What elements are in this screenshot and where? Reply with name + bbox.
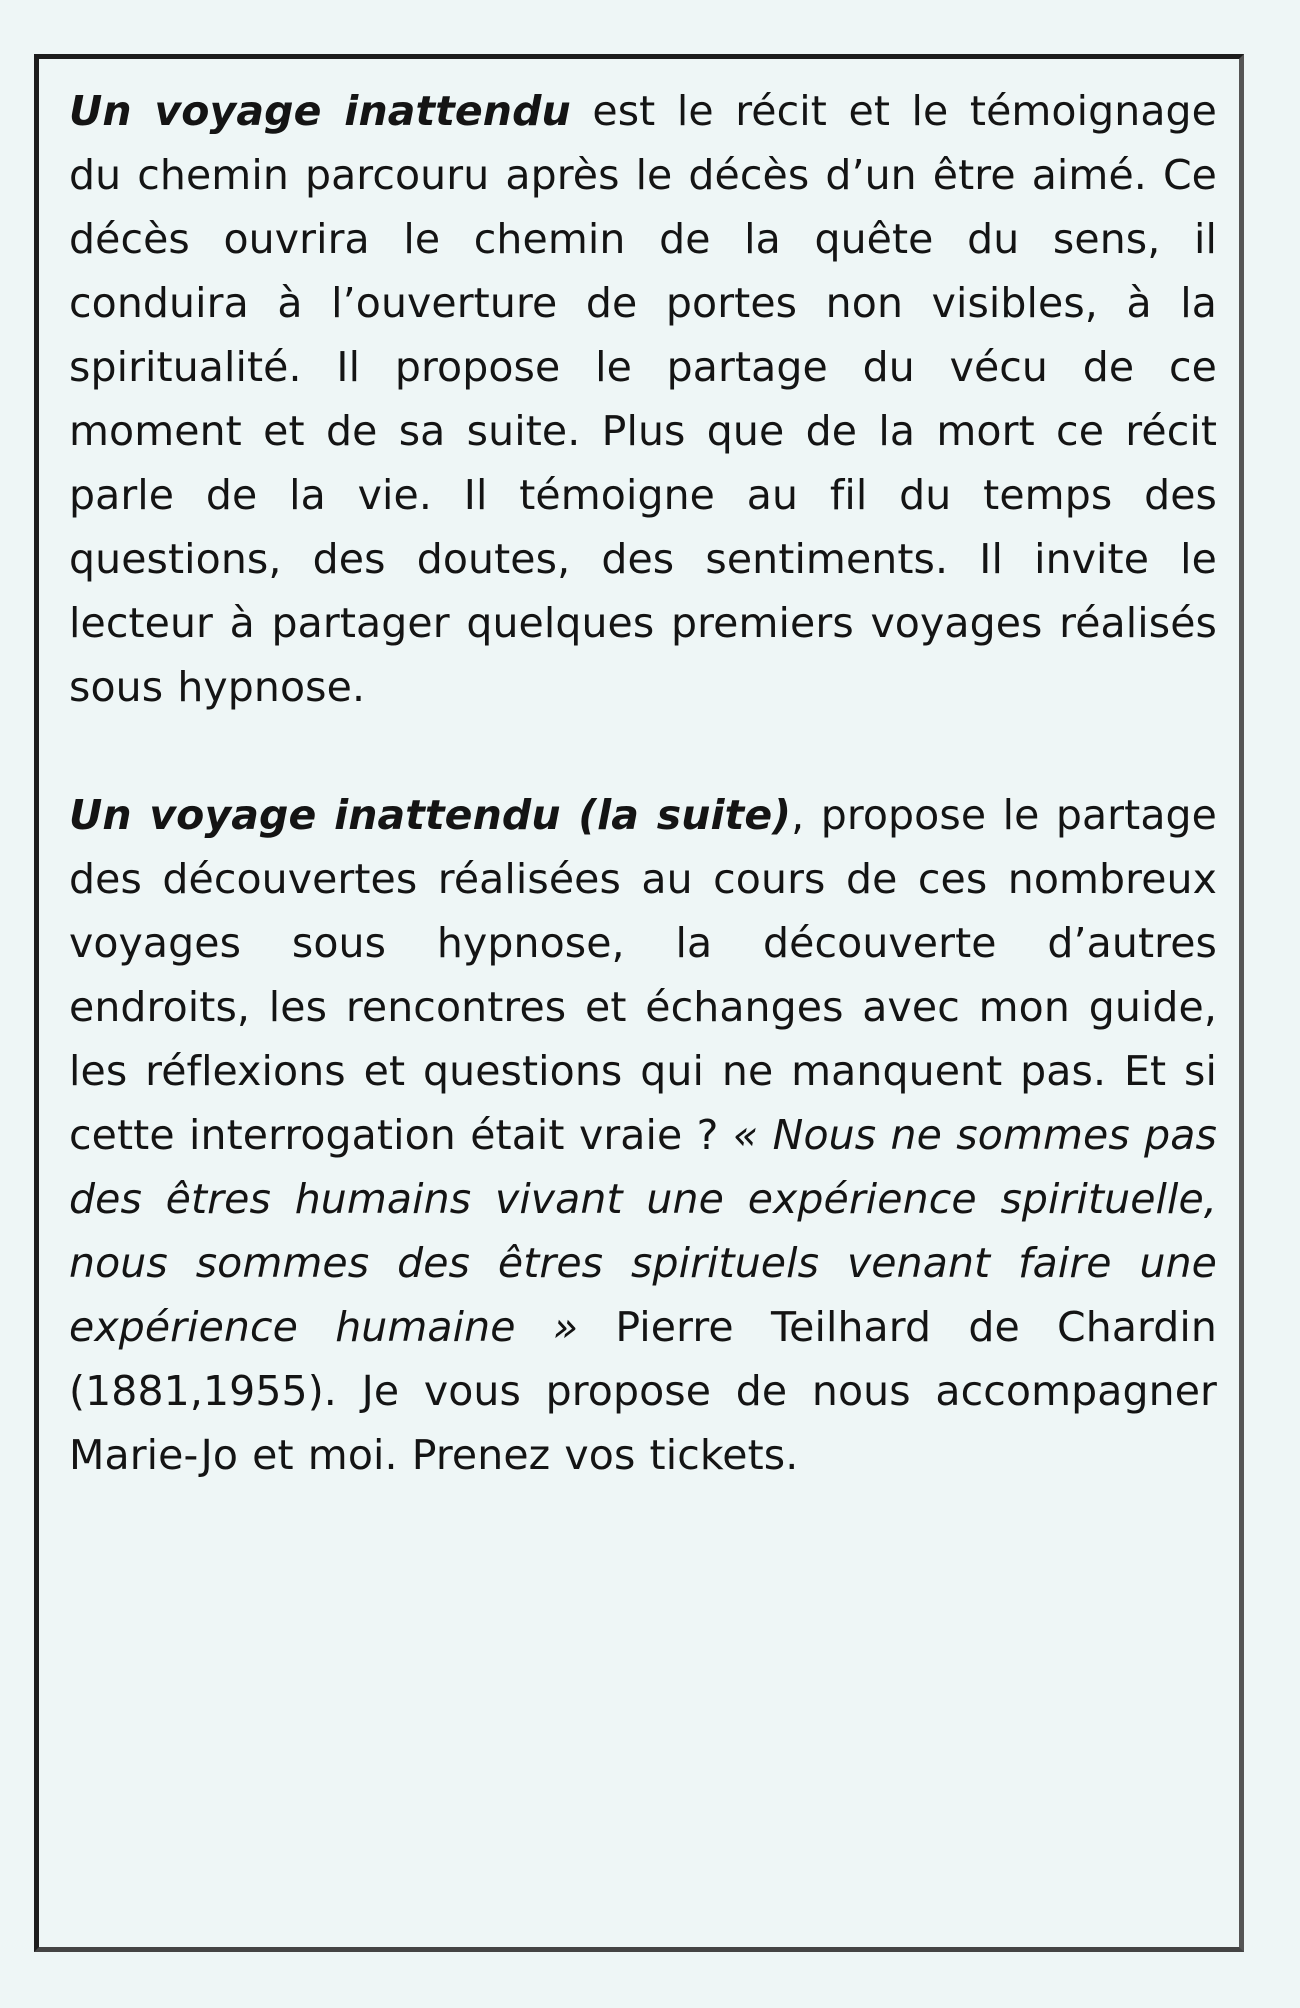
book-title: Un voyage inattendu (69, 87, 571, 135)
paragraph-sequel (69, 783, 1217, 1487)
paragraph-intro-text: est le récit et le témoignage du chemin parcouru après le décès d’un être aimé. Ce décès ouvrira le chemin de la quête du sens, il conduira à l’ouverture de portes non visibles, à la spiritualité. Il propose le partage du vécu de ce moment et de sa suite. Plus que de la mort ce récit parle de la vie. Il témoigne au fil du temps des questions, des doutes, des sentiments. Il invite le lecteur à partager quelques premiers voyages réalisés sous hypnose. (69, 87, 1217, 711)
text-frame (34, 54, 1244, 1952)
paragraph-intro (69, 79, 1217, 719)
book-sequel-title: Un voyage inattendu (la suite) (69, 791, 792, 839)
text-content (69, 79, 1217, 1487)
paragraph-sequel-text: , propose le partage des découvertes réalisées au cours de ces nombreux voyages sous hypnose, la découverte d’autres endroits, les rencontres et échanges avec mon guide, les réflexions et questions qui ne manquent pas. Et si cette interrogation était vraie ? (69, 791, 1217, 1159)
quote-text: « Nous ne sommes pas des êtres humains vivant une expérience spirituelle, nous sommes des êtres spirituels venant faire une expérience humaine » (69, 1111, 1217, 1351)
paragraph-sequel-ending: Pierre Teilhard de Chardin (1881,1955). Je vous propose de nous accompagner Marie-Jo et moi. Prenez vos tickets. (69, 1303, 1217, 1479)
